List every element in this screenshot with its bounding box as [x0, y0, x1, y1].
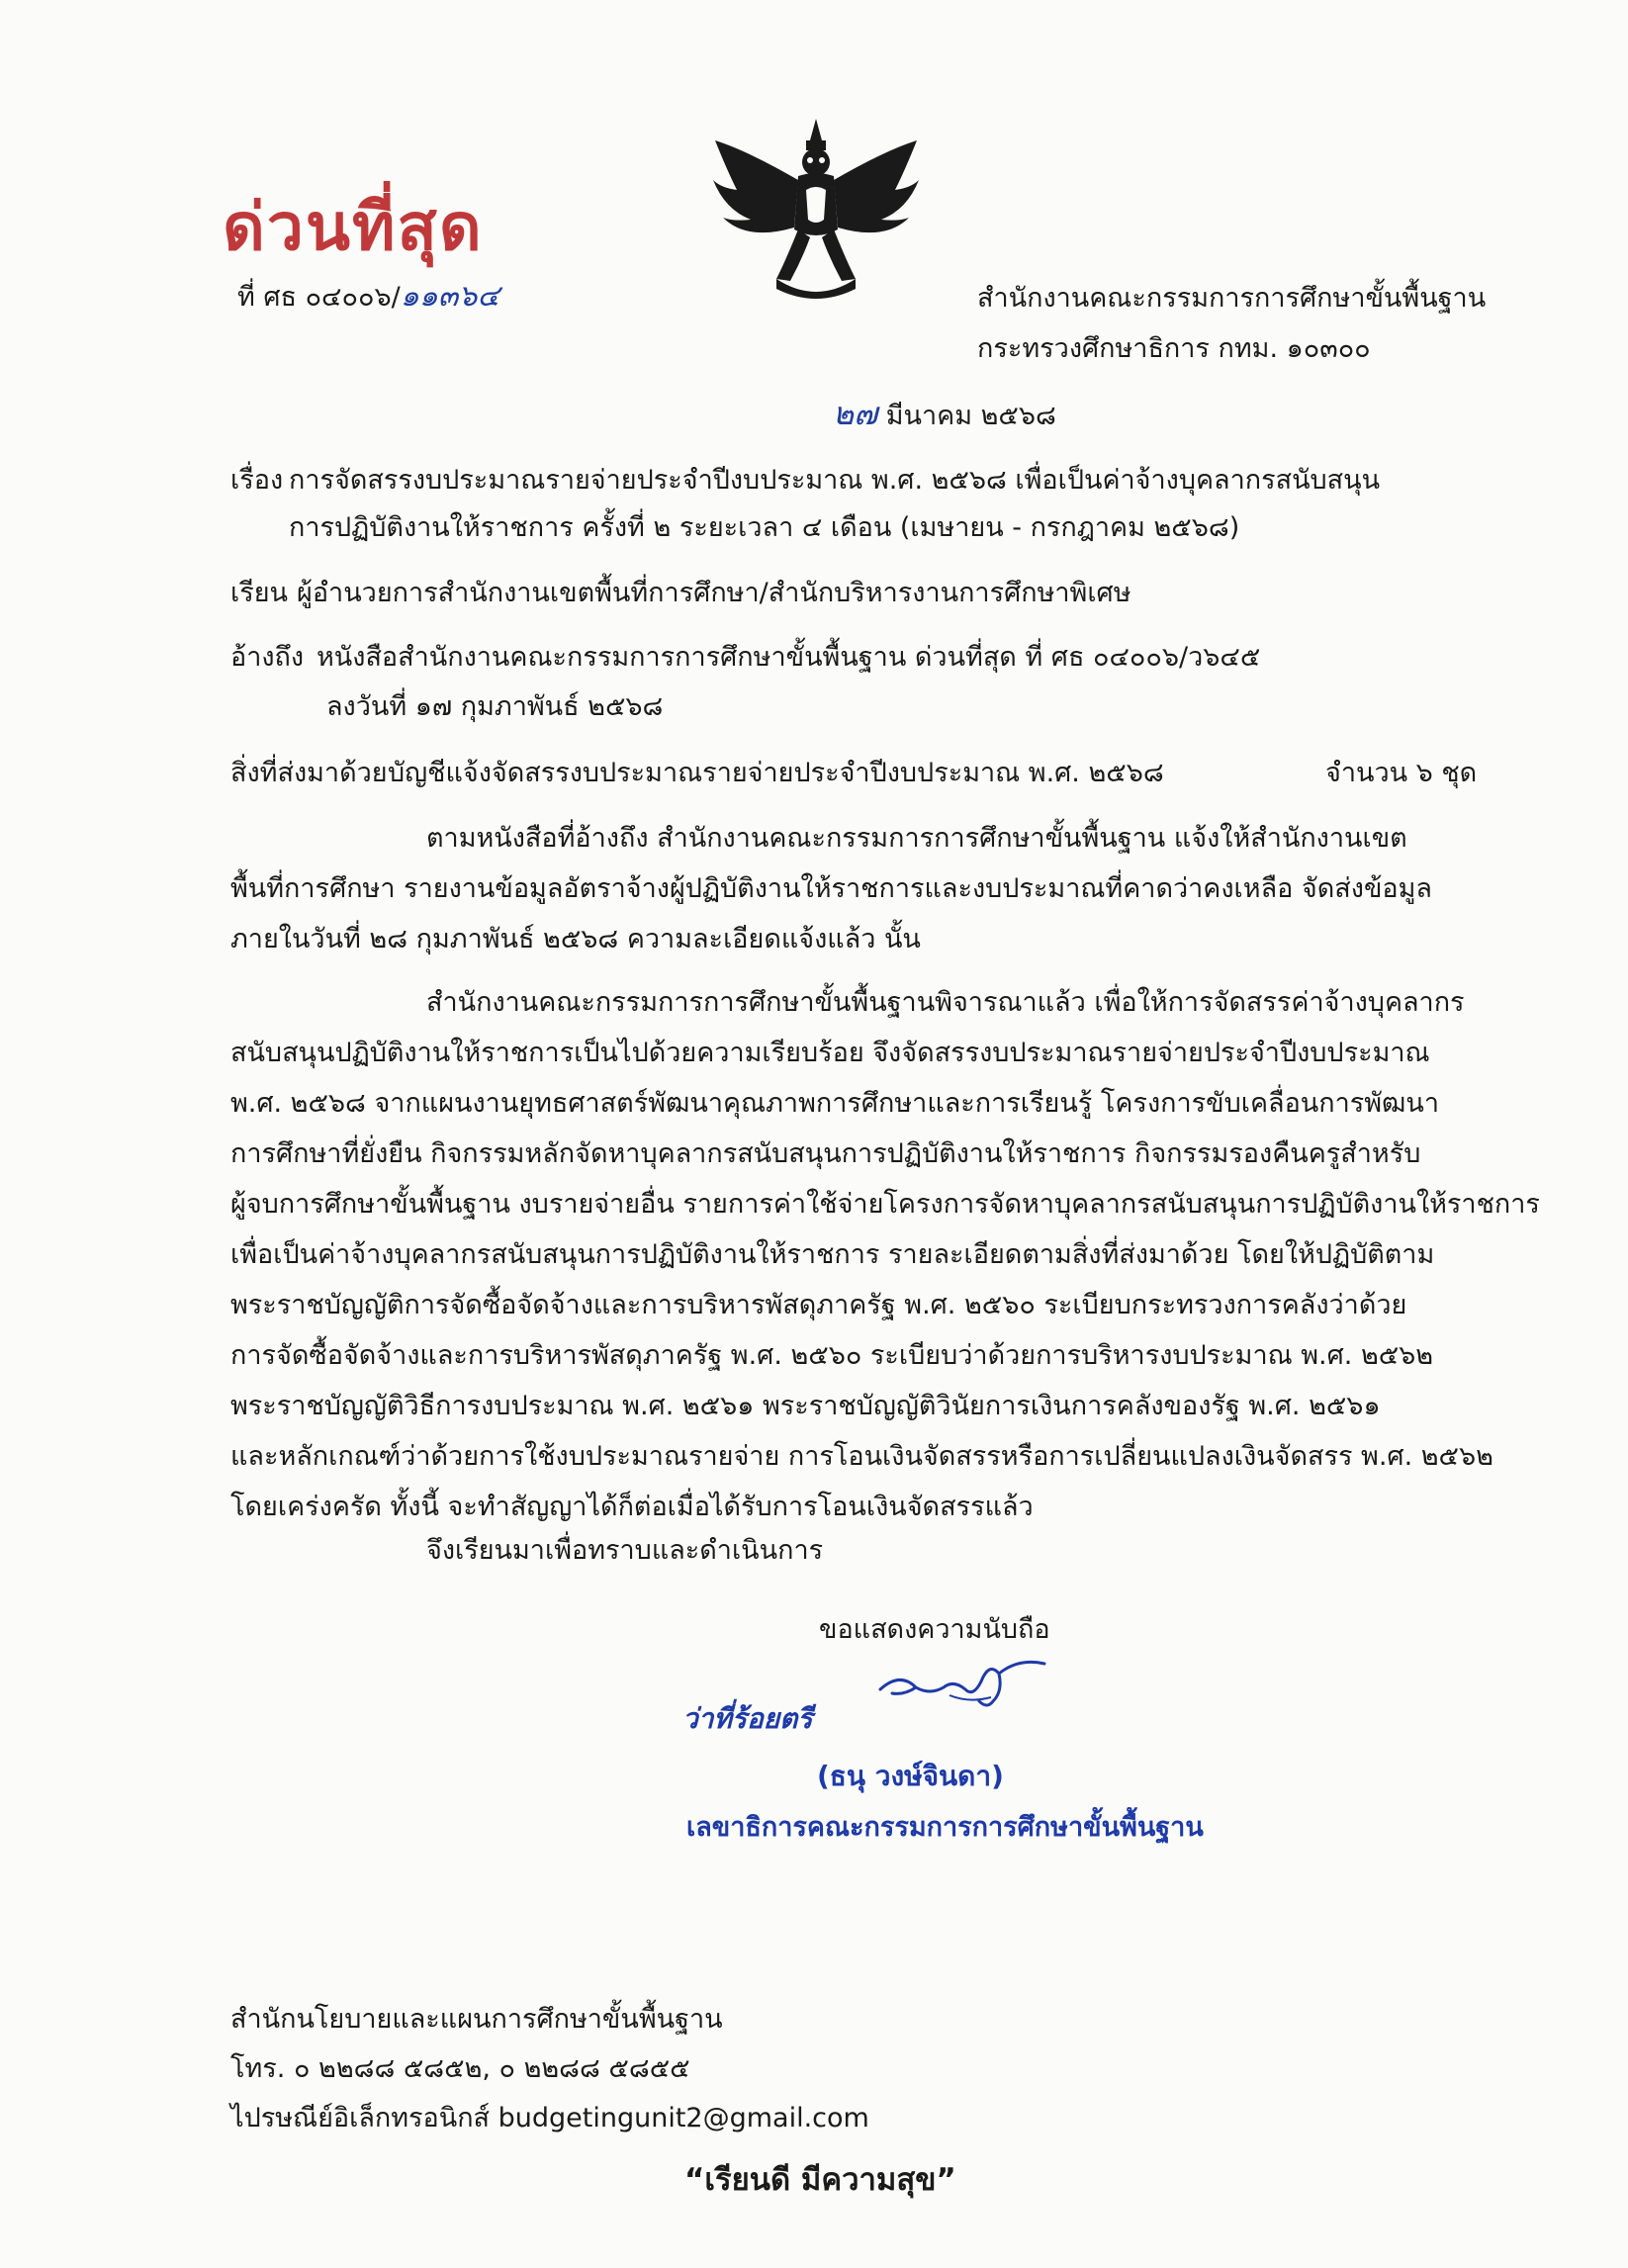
reference-label: อ้างถึง — [230, 642, 305, 673]
paragraph-1-line: พื้นที่การศึกษา รายงานข้อมูลอัตราจ้างผู้ปฏิบัติงานให้ราชการและงบประมาณที่คาดว่าคงเหลือ จัดส่งข้อมูล — [230, 873, 1432, 904]
document-date — [833, 394, 1056, 436]
paragraph-1-line: ตามหนังสือที่อ้างถึง สำนักงานคณะกรรมการการศึกษาขั้นพื้นฐาน แจ้งให้สำนักงานเขต — [426, 823, 1407, 854]
signer-name: (ธนุ วงษ์จินดา) — [817, 1760, 1004, 1792]
enclosure-label: สิ่งที่ส่งมาด้วย — [230, 758, 388, 788]
paragraph-2-line: พ.ศ. ๒๕๖๘ จากแผนงานยุทธศาสตร์พัฒนาคุณภาพการศึกษาและการเรียนรู้ โครงการขับเคลื่อนการพัฒนา — [230, 1088, 1440, 1119]
urgency-stamp: ด่วนที่สุด — [223, 189, 484, 265]
to-recipient: ผู้อำนวยการสำนักงานเขตพื้นที่การศึกษา/สำนักบริหารงานการศึกษาพิเศษ — [297, 578, 1131, 608]
paragraph-2-line: สำนักงานคณะกรรมการการศึกษาขั้นพื้นฐานพิจารณาแล้ว เพื่อให้การจัดสรรค่าจ้างบุคลากร — [426, 987, 1465, 1018]
signer-rank: ว่าที่ร้อยตรี — [682, 1702, 813, 1735]
reference-line-1: หนังสือสำนักงานคณะกรรมการการศึกษาขั้นพื้นฐาน ด่วนที่สุด ที่ ศธ ๐๔๐๐๖/ว๖๔๕ — [317, 642, 1261, 673]
garuda-emblem-icon — [707, 111, 925, 309]
document-number-handwritten: ๑๑๓๖๔ — [400, 279, 500, 314]
to-label: เรียน — [230, 578, 289, 608]
signer-position: เลขาธิการคณะกรรมการการศึกษาขั้นพื้นฐาน — [686, 1812, 1204, 1843]
paragraph-2 — [230, 977, 1540, 1532]
subject-label: เรื่อง — [230, 465, 284, 496]
paragraph-2-line: ผู้จบการศึกษาขั้นพื้นฐาน งบรายจ่ายอื่น รายการค่าใช้จ่ายโครงการจัดหาบุคลากรสนับสนุนการปฏิบัติงานให้ราชการ — [230, 1189, 1540, 1220]
footer-email — [230, 2099, 869, 2138]
regards: ขอแสดงความนับถือ — [819, 1614, 1050, 1645]
footer-phone: โทร. ๐ ๒๒๘๘ ๕๘๕๒, ๐ ๒๒๘๘ ๕๘๕๕ — [230, 2053, 690, 2084]
date-month-year: มีนาคม ๒๕๖๘ — [885, 401, 1056, 431]
footer-email-label: ไปรษณีย์อิเล็กทรอนิกส์ — [230, 2103, 491, 2133]
document-number — [237, 277, 499, 318]
subject-line-1: การจัดสรรงบประมาณรายจ่ายประจำปีงบประมาณ พ.ศ. ๒๕๖๘ เพื่อเป็นค่าจ้างบุคลากรสนับสนุน — [289, 465, 1381, 496]
enclosure-text: บัญชีแจ้งจัดสรรงบประมาณรายจ่ายประจำปีงบประมาณ พ.ศ. ๒๕๖๘ — [388, 758, 1164, 788]
document-number-prefix: ที่ ศธ ๐๔๐๐๖/ — [237, 282, 401, 313]
reference-line-2: ลงวันที่ ๑๗ กุมภาพันธ์ ๒๕๖๘ — [326, 691, 664, 722]
slogan: “เรียนดี มีความสุข” — [684, 2162, 956, 2198]
paragraph-1 — [230, 813, 1496, 964]
enclosure-count: จำนวน ๖ ชุด — [1325, 758, 1478, 788]
office-name: สำนักงานคณะกรรมการการศึกษาขั้นพื้นฐาน — [977, 283, 1487, 314]
date-day-handwritten: ๒๗ — [833, 395, 878, 432]
footer-email-address: budgetingunit2@gmail.com — [497, 2103, 869, 2133]
paragraph-1-line: ภายในวันที่ ๒๘ กุมภาพันธ์ ๒๕๖๘ ความละเอียดแจ้งแล้ว นั้น — [230, 924, 921, 954]
signature-icon — [870, 1652, 1068, 1721]
paragraph-2-line: โดยเคร่งครัด ทั้งนี้ จะทำสัญญาได้ก็ต่อเมื่อได้รับการโอนเงินจัดสรรแล้ว — [230, 1492, 1034, 1522]
footer-unit: สำนักนโยบายและแผนการศึกษาขั้นพื้นฐาน — [230, 2004, 723, 2035]
paragraph-2-line: พระราชบัญญัติการจัดซื้อจัดจ้างและการบริหารพัสดุภาครัฐ พ.ศ. ๒๕๖๐ ระเบียบกระทรวงการคลังว่าด้วย — [230, 1290, 1407, 1320]
paragraph-2-line: สนับสนุนปฏิบัติงานให้ราชการเป็นไปด้วยความเรียบร้อย จึงจัดสรรงบประมาณรายจ่ายประจำปีงบประมาณ — [230, 1038, 1430, 1068]
paragraph-2-line: การศึกษาที่ยั่งยืน กิจกรรมหลักจัดหาบุคลากรสนับสนุนการปฏิบัติงานให้ราชการ กิจกรรมรองคืนครูสำหรับ — [230, 1138, 1421, 1169]
office-address: กระทรวงศึกษาธิการ กทม. ๑๐๓๐๐ — [977, 333, 1371, 364]
paragraph-2-line: เพื่อเป็นค่าจ้างบุคลากรสนับสนุนการปฏิบัติงานให้ราชการ รายละเอียดตามสิ่งที่ส่งมาด้วย โดยให้ปฏิบัติตาม — [230, 1239, 1435, 1270]
paragraph-2-line: และหลักเกณฑ์ว่าด้วยการใช้งบประมาณรายจ่าย การโอนเงินจัดสรรหรือการเปลี่ยนแปลงเงินจัดสรร พ.ศ. ๒๕๖๒ — [230, 1441, 1493, 1472]
paragraph-2-line: การจัดซื้อจัดจ้างและการบริหารพัสดุภาครัฐ พ.ศ. ๒๕๖๐ ระเบียบว่าด้วยการบริหารงบประมาณ พ.ศ. ๒๕๖๒ — [230, 1340, 1434, 1371]
paragraph-2-line: พระราชบัญญัติวิธีการงบประมาณ พ.ศ. ๒๕๖๑ พระราชบัญญัติวินัยการเงินการคลังของรัฐ พ.ศ. ๒๕๖๑ — [230, 1391, 1381, 1421]
closing-line: จึงเรียนมาเพื่อทราบและดำเนินการ — [426, 1535, 824, 1566]
subject-line-2: การปฏิบัติงานให้ราชการ ครั้งที่ ๒ ระยะเวลา ๔ เดือน (เมษายน - กรกฎาคม ๒๕๖๘) — [289, 512, 1240, 543]
